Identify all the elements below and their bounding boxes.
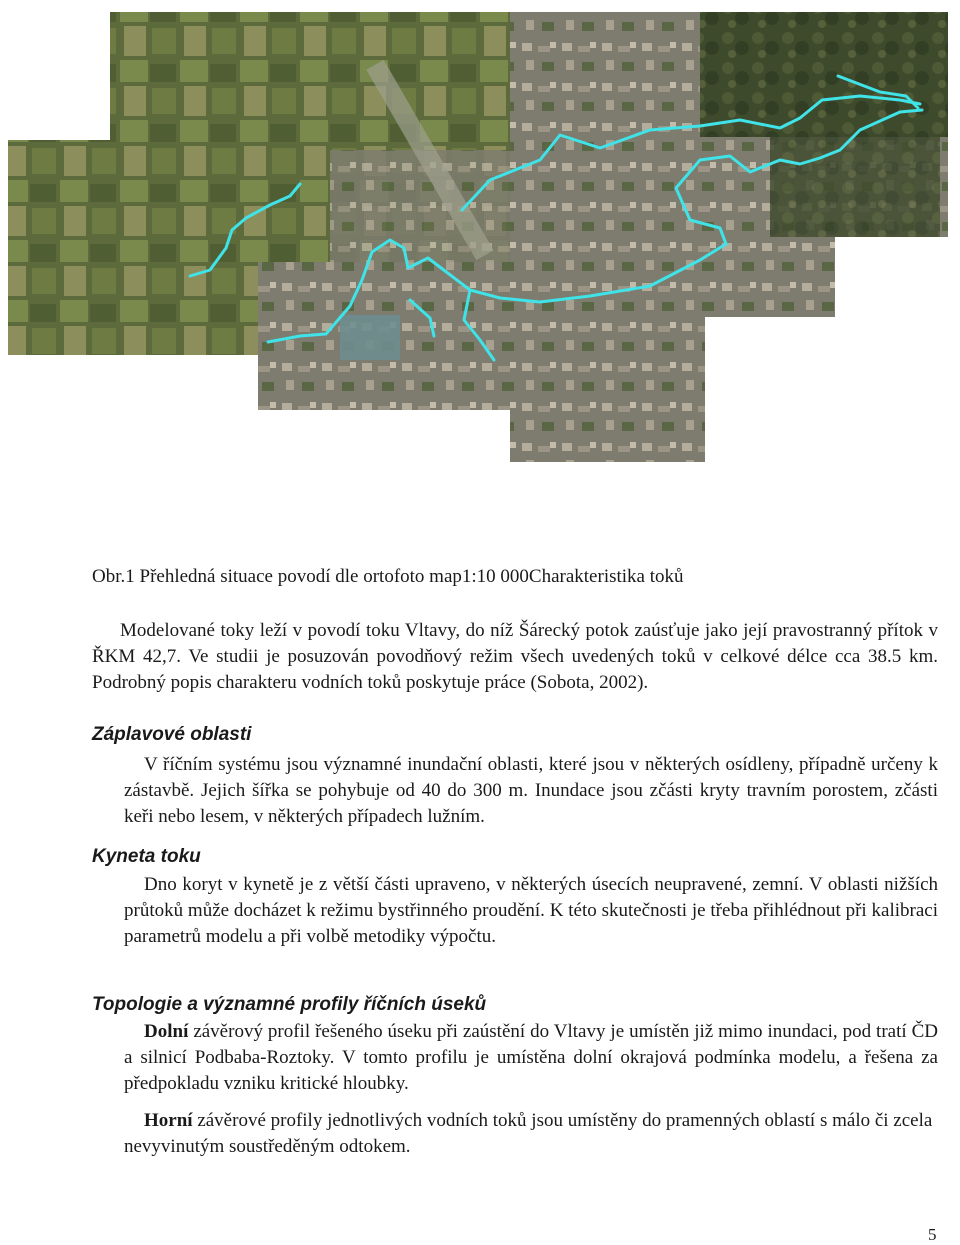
paragraph-channel [124,872,938,950]
map-tile [770,137,940,237]
map-tile [705,237,835,317]
intro-paragraph: Modelované toky leží v povodí toku Vltavy, do níž Šárecký potok zaúsťuje jako její pravostranný přítok v ŘKM 42,7. Ve studii je posuzován povodňový režim všech uvedených toků v celkové délce cca 38.5 km. Podrobný popis charakteru vodních toků poskytuje práce (Sobota, 2002). [92,620,938,693]
map-tile [700,12,948,137]
page-number: 5 [928,1225,937,1244]
lower-profile-text: závěrový profil řešeného úseku při zaústění do Vltavy je umístěn již mimo inundaci, pod tratí ČD a silnicí Podbaba-Roztoky. V tomto profilu je umístěna dolní okrajová podmínka modelu, a řešena za předpokladu vzniku kritické hloubky. [124,1021,938,1094]
paragraph-channel-text: Dno koryt v kynetě je z větší části upraveno, v některých úsecích neupravené, zemní. V oblasti nižších průtoků může docházet k režimu bystřinného proudění. K této skutečnosti je třeba přihlédnout při kalibraci parametrů modelu a při volbě metodiky výpočtu. [124,874,938,947]
heading-topology: Topologie a významné profily říčních úseků [92,994,487,1015]
map-tile [340,315,400,360]
map-tiles [8,12,948,462]
paragraph-upper-profile [124,1108,938,1160]
heading-flood-areas: Záplavové oblasti [92,724,252,745]
heading-channel: Kyneta toku [92,846,201,867]
paragraph-flood-areas [124,752,938,830]
upper-profile-bold: Horní [144,1110,193,1131]
lower-profile-bold: Dolní [144,1021,189,1042]
paragraph-lower-profile [124,1019,938,1097]
paragraph-flood-areas-text: V říčním systému jsou významné inundační oblasti, které jsou v některých osídleny, případně určeny k zástavbě. Jejich šířka se pohybuje od 40 do 300 m. Inundace jsou zčásti kryty travním porostem, zčásti keři nebo lesem, v některých případech lužním. [124,754,938,827]
map-tile [330,150,510,300]
map-tile [510,12,705,462]
figure-caption: Obr.1 Přehledná situace povodí dle ortofoto map1:10 000Charakteristika toků [92,566,684,587]
orthophoto-map [0,0,960,470]
upper-profile-text: závěrové profily jednotlivých vodních toků jsou umístěny do pramenných oblastí s málo či zcela nevyvinutým soustředěným odtokem. [124,1110,933,1157]
